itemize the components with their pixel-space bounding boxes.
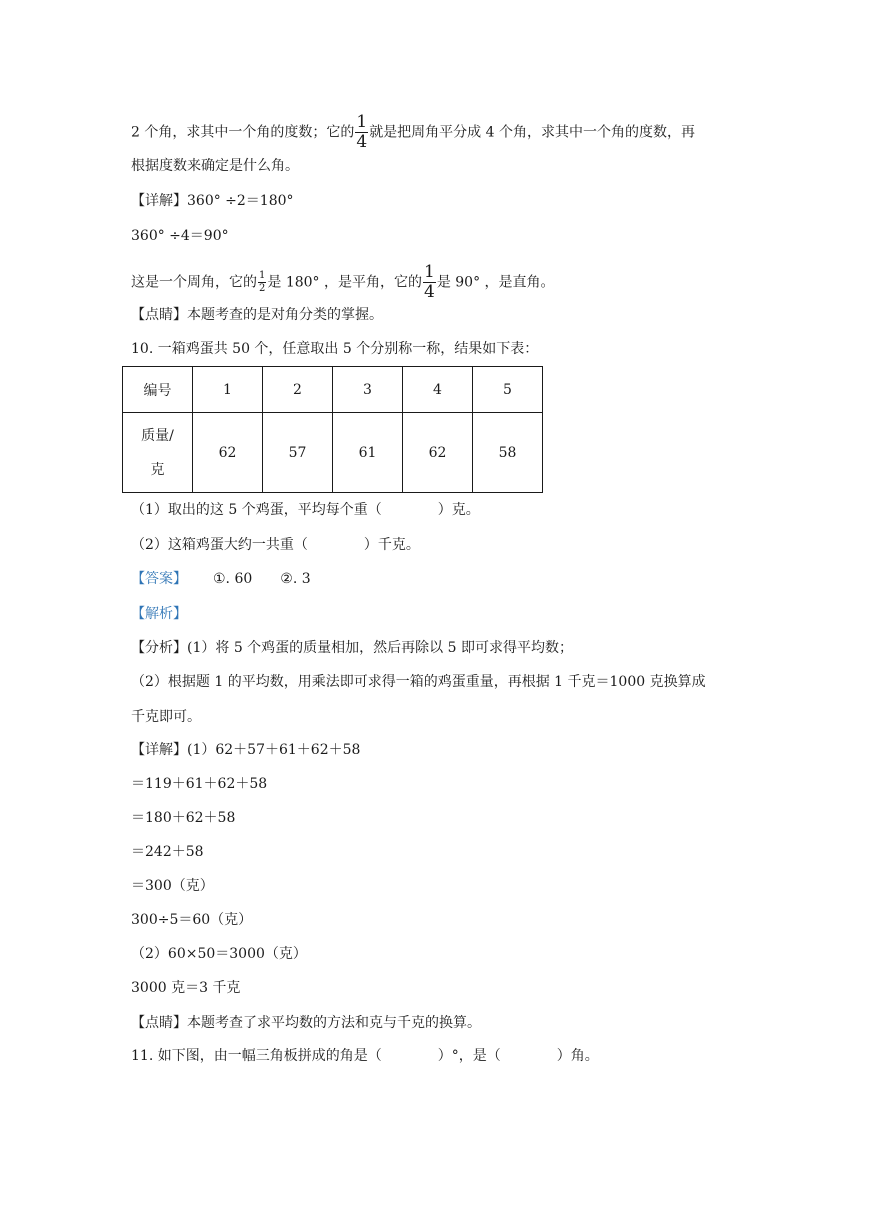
text-segment: 是 90° ，是直角。 xyxy=(436,274,555,291)
text-line xyxy=(131,264,555,301)
text-line xyxy=(131,114,695,151)
detail-line: （2）60×50＝3000（克） xyxy=(131,946,307,962)
detail-line: 3000 克＝3 千克 xyxy=(131,980,241,996)
point-line: 【点睛】本题考查了求平均数的方法和克与千克的换算。 xyxy=(131,1015,481,1031)
text-segment: 是 180° ，是平角，它的 xyxy=(267,274,422,291)
detail-line: 300÷5＝60（克） xyxy=(131,912,253,928)
detail-line: ＝242＋58 xyxy=(131,844,204,860)
table-row xyxy=(123,367,543,413)
row-label-line: 克 xyxy=(150,461,165,478)
fraction-one-quarter xyxy=(423,264,436,301)
analysis-label: 【解析】 xyxy=(131,606,187,622)
analysis-line: （2）根据题 1 的平均数，用乘法即可求得一箱的鸡蛋重量，再根据 1 千克＝1000 克换算成 xyxy=(131,674,706,690)
table-cell: 57 xyxy=(263,413,333,493)
text-segment: 就是把周角平分成 4 个角，求其中一个角的度数，再 xyxy=(369,124,695,141)
question-11: 11. 如下图，由一幅三角板拼成的角是（ ）°，是（ ）角。 xyxy=(131,1048,599,1064)
table-header-cell: 编号 xyxy=(123,367,193,413)
analysis-line: 【分析】(1）将 5 个鸡蛋的质量相加，然后再除以 5 即可求得平均数； xyxy=(131,640,573,656)
fraction-one-quarter xyxy=(355,114,368,151)
table-cell: 5 xyxy=(473,367,543,413)
fraction-one-half xyxy=(258,271,266,294)
analysis-line: 千克即可。 xyxy=(131,709,201,725)
fraction-denominator: 4 xyxy=(424,282,435,302)
table-header-cell xyxy=(123,413,193,493)
table-cell: 1 xyxy=(193,367,263,413)
table-row xyxy=(123,413,543,493)
question-10-part-1: （1）取出的这 5 个鸡蛋，平均每个重（ ）克。 xyxy=(131,502,480,518)
fraction-numerator: 1 xyxy=(259,270,266,281)
detail-line: ＝300（克） xyxy=(131,878,214,894)
fraction-denominator: 4 xyxy=(356,132,368,152)
table-cell: 62 xyxy=(403,413,473,493)
fraction-denominator: 2 xyxy=(259,283,266,294)
text-segment: 2 个角，求其中一个角的度数；它的 xyxy=(131,124,355,141)
fraction-numerator: 1 xyxy=(424,262,435,282)
text-line: 根据度数来确定是什么角。 xyxy=(131,158,299,174)
answer-values: ①. 60 ②. 3 xyxy=(213,571,311,587)
detail-line: 【详解】(1）62＋57＋61＋62＋58 xyxy=(131,742,361,758)
fraction-numerator: 1 xyxy=(356,112,368,132)
answer-label: 【答案】 xyxy=(131,571,187,587)
answer-line xyxy=(131,569,311,589)
detail-line: ＝180＋62＋58 xyxy=(131,810,236,826)
detail-line: 【详解】360° ÷2＝180° xyxy=(131,193,294,209)
detail-line: 360° ÷4＝90° xyxy=(131,228,229,244)
table-cell: 2 xyxy=(263,367,333,413)
question-10-part-2: （2）这箱鸡蛋大约一共重（ ）千克。 xyxy=(131,537,420,553)
question-10: 10. 一箱鸡蛋共 50 个，任意取出 5 个分别称一称，结果如下表： xyxy=(131,341,539,357)
detail-line: ＝119＋61＋62＋58 xyxy=(131,776,268,792)
table-cell: 61 xyxy=(333,413,403,493)
point-line: 【点睛】本题考查的是对角分类的掌握。 xyxy=(131,307,383,323)
table-cell: 58 xyxy=(473,413,543,493)
text-segment: 这是一个周角，它的 xyxy=(131,274,257,291)
table-cell: 62 xyxy=(193,413,263,493)
table-cell: 4 xyxy=(403,367,473,413)
table-cell: 3 xyxy=(333,367,403,413)
egg-mass-table xyxy=(122,366,543,493)
row-label-line: 质量/ xyxy=(141,427,174,444)
